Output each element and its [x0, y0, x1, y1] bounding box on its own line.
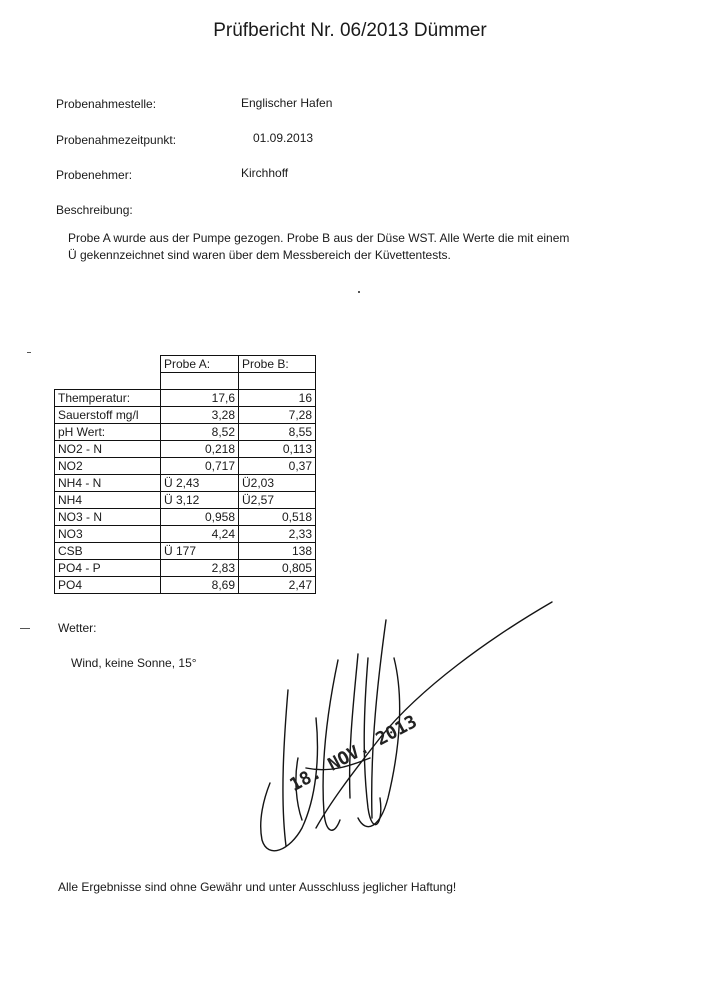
table-row	[55, 509, 316, 526]
description-label: Beschreibung:	[56, 203, 133, 217]
weather-label: Wetter:	[58, 621, 97, 635]
signature-stamp-graphic	[250, 598, 570, 868]
probe-b-cell: 8,55	[239, 424, 316, 441]
weather-value: Wind, keine Sonne, 15°	[71, 656, 197, 670]
table-row	[55, 492, 316, 509]
probe-a-cell: Ü 3,12	[161, 492, 239, 509]
param-cell: Sauerstoff mg/l	[55, 407, 161, 424]
table-row	[55, 458, 316, 475]
probe-b-cell: 0,37	[239, 458, 316, 475]
probe-b-cell: 16	[239, 390, 316, 407]
sampling-site-value: Englischer Hafen	[241, 96, 333, 110]
table-row	[55, 526, 316, 543]
probe-a-cell: 3,28	[161, 407, 239, 424]
probe-a-cell: 8,69	[161, 577, 239, 594]
results-table	[54, 355, 316, 594]
sampler-value: Kirchhoff	[241, 166, 289, 180]
description-line-2: Ü gekennzeichnet sind waren über dem Messbereich der Küvettentests.	[68, 248, 451, 262]
param-cell: CSB	[55, 543, 161, 560]
disclaimer-text: Alle Ergebnisse sind ohne Gewähr und unter Ausschluss jeglicher Haftung!	[58, 880, 457, 894]
description-line-1: Probe A wurde aus der Pumpe gezogen. Probe B aus der Düse WST. Alle Werte die mit einem	[68, 231, 570, 245]
table-row	[55, 441, 316, 458]
probe-a-cell: 0,958	[161, 509, 239, 526]
table-row	[55, 407, 316, 424]
probe-b-cell: 0,113	[239, 441, 316, 458]
table-header-probe-b: Probe B:	[239, 356, 316, 373]
table-row	[55, 424, 316, 441]
table-row	[55, 543, 316, 560]
table-header-empty	[55, 356, 161, 373]
page-title: Prüfbericht Nr. 06/2013 Dümmer	[213, 20, 487, 41]
param-cell: NH4 - N	[55, 475, 161, 492]
sampling-site-label: Probenahmestelle:	[56, 97, 157, 111]
table-row	[55, 560, 316, 577]
probe-a-cell: 17,6	[161, 390, 239, 407]
probe-a-cell: 0,717	[161, 458, 239, 475]
probe-a-cell: 4,24	[161, 526, 239, 543]
table-row	[55, 390, 316, 407]
probe-a-cell: 8,52	[161, 424, 239, 441]
table-header-probe-a: Probe A:	[161, 356, 239, 373]
probe-b-cell: 0,518	[239, 509, 316, 526]
table-spacer-b	[239, 373, 316, 390]
table-spacer-empty	[55, 373, 161, 390]
probe-a-cell: 2,83	[161, 560, 239, 577]
param-cell: NO2	[55, 458, 161, 475]
table-row	[55, 577, 316, 594]
param-cell: Themperatur:	[55, 390, 161, 407]
probe-b-cell: 7,28	[239, 407, 316, 424]
probe-a-cell: 0,218	[161, 441, 239, 458]
date-stamp: 18. NOV. 2013	[286, 711, 421, 796]
param-cell: PO4	[55, 577, 161, 594]
probe-b-cell: Ü2,57	[239, 492, 316, 509]
sampling-time-value: 01.09.2013	[253, 131, 314, 145]
param-cell: NO3 - N	[55, 509, 161, 526]
probe-b-cell: 138	[239, 543, 316, 560]
probe-b-cell: 2,33	[239, 526, 316, 543]
table-spacer-a	[161, 373, 239, 390]
scan-speck	[20, 628, 30, 629]
probe-a-cell: Ü 2,43	[161, 475, 239, 492]
sampler-label: Probenehmer:	[56, 168, 133, 182]
param-cell: NH4	[55, 492, 161, 509]
param-cell: PO4 - P	[55, 560, 161, 577]
param-cell: pH Wert:	[55, 424, 161, 441]
probe-b-cell: 0,805	[239, 560, 316, 577]
probe-b-cell: Ü2,03	[239, 475, 316, 492]
table-header-row	[55, 356, 316, 373]
param-cell: NO2 - N	[55, 441, 161, 458]
scan-speck	[358, 291, 360, 293]
sampling-time-label: Probenahmezeitpunkt:	[56, 133, 177, 147]
table-row	[55, 475, 316, 492]
param-cell: NO3	[55, 526, 161, 543]
scan-speck	[27, 352, 31, 353]
probe-b-cell: 2,47	[239, 577, 316, 594]
description-text	[68, 230, 628, 264]
table-spacer-row	[55, 373, 316, 390]
probe-a-cell: Ü 177	[161, 543, 239, 560]
